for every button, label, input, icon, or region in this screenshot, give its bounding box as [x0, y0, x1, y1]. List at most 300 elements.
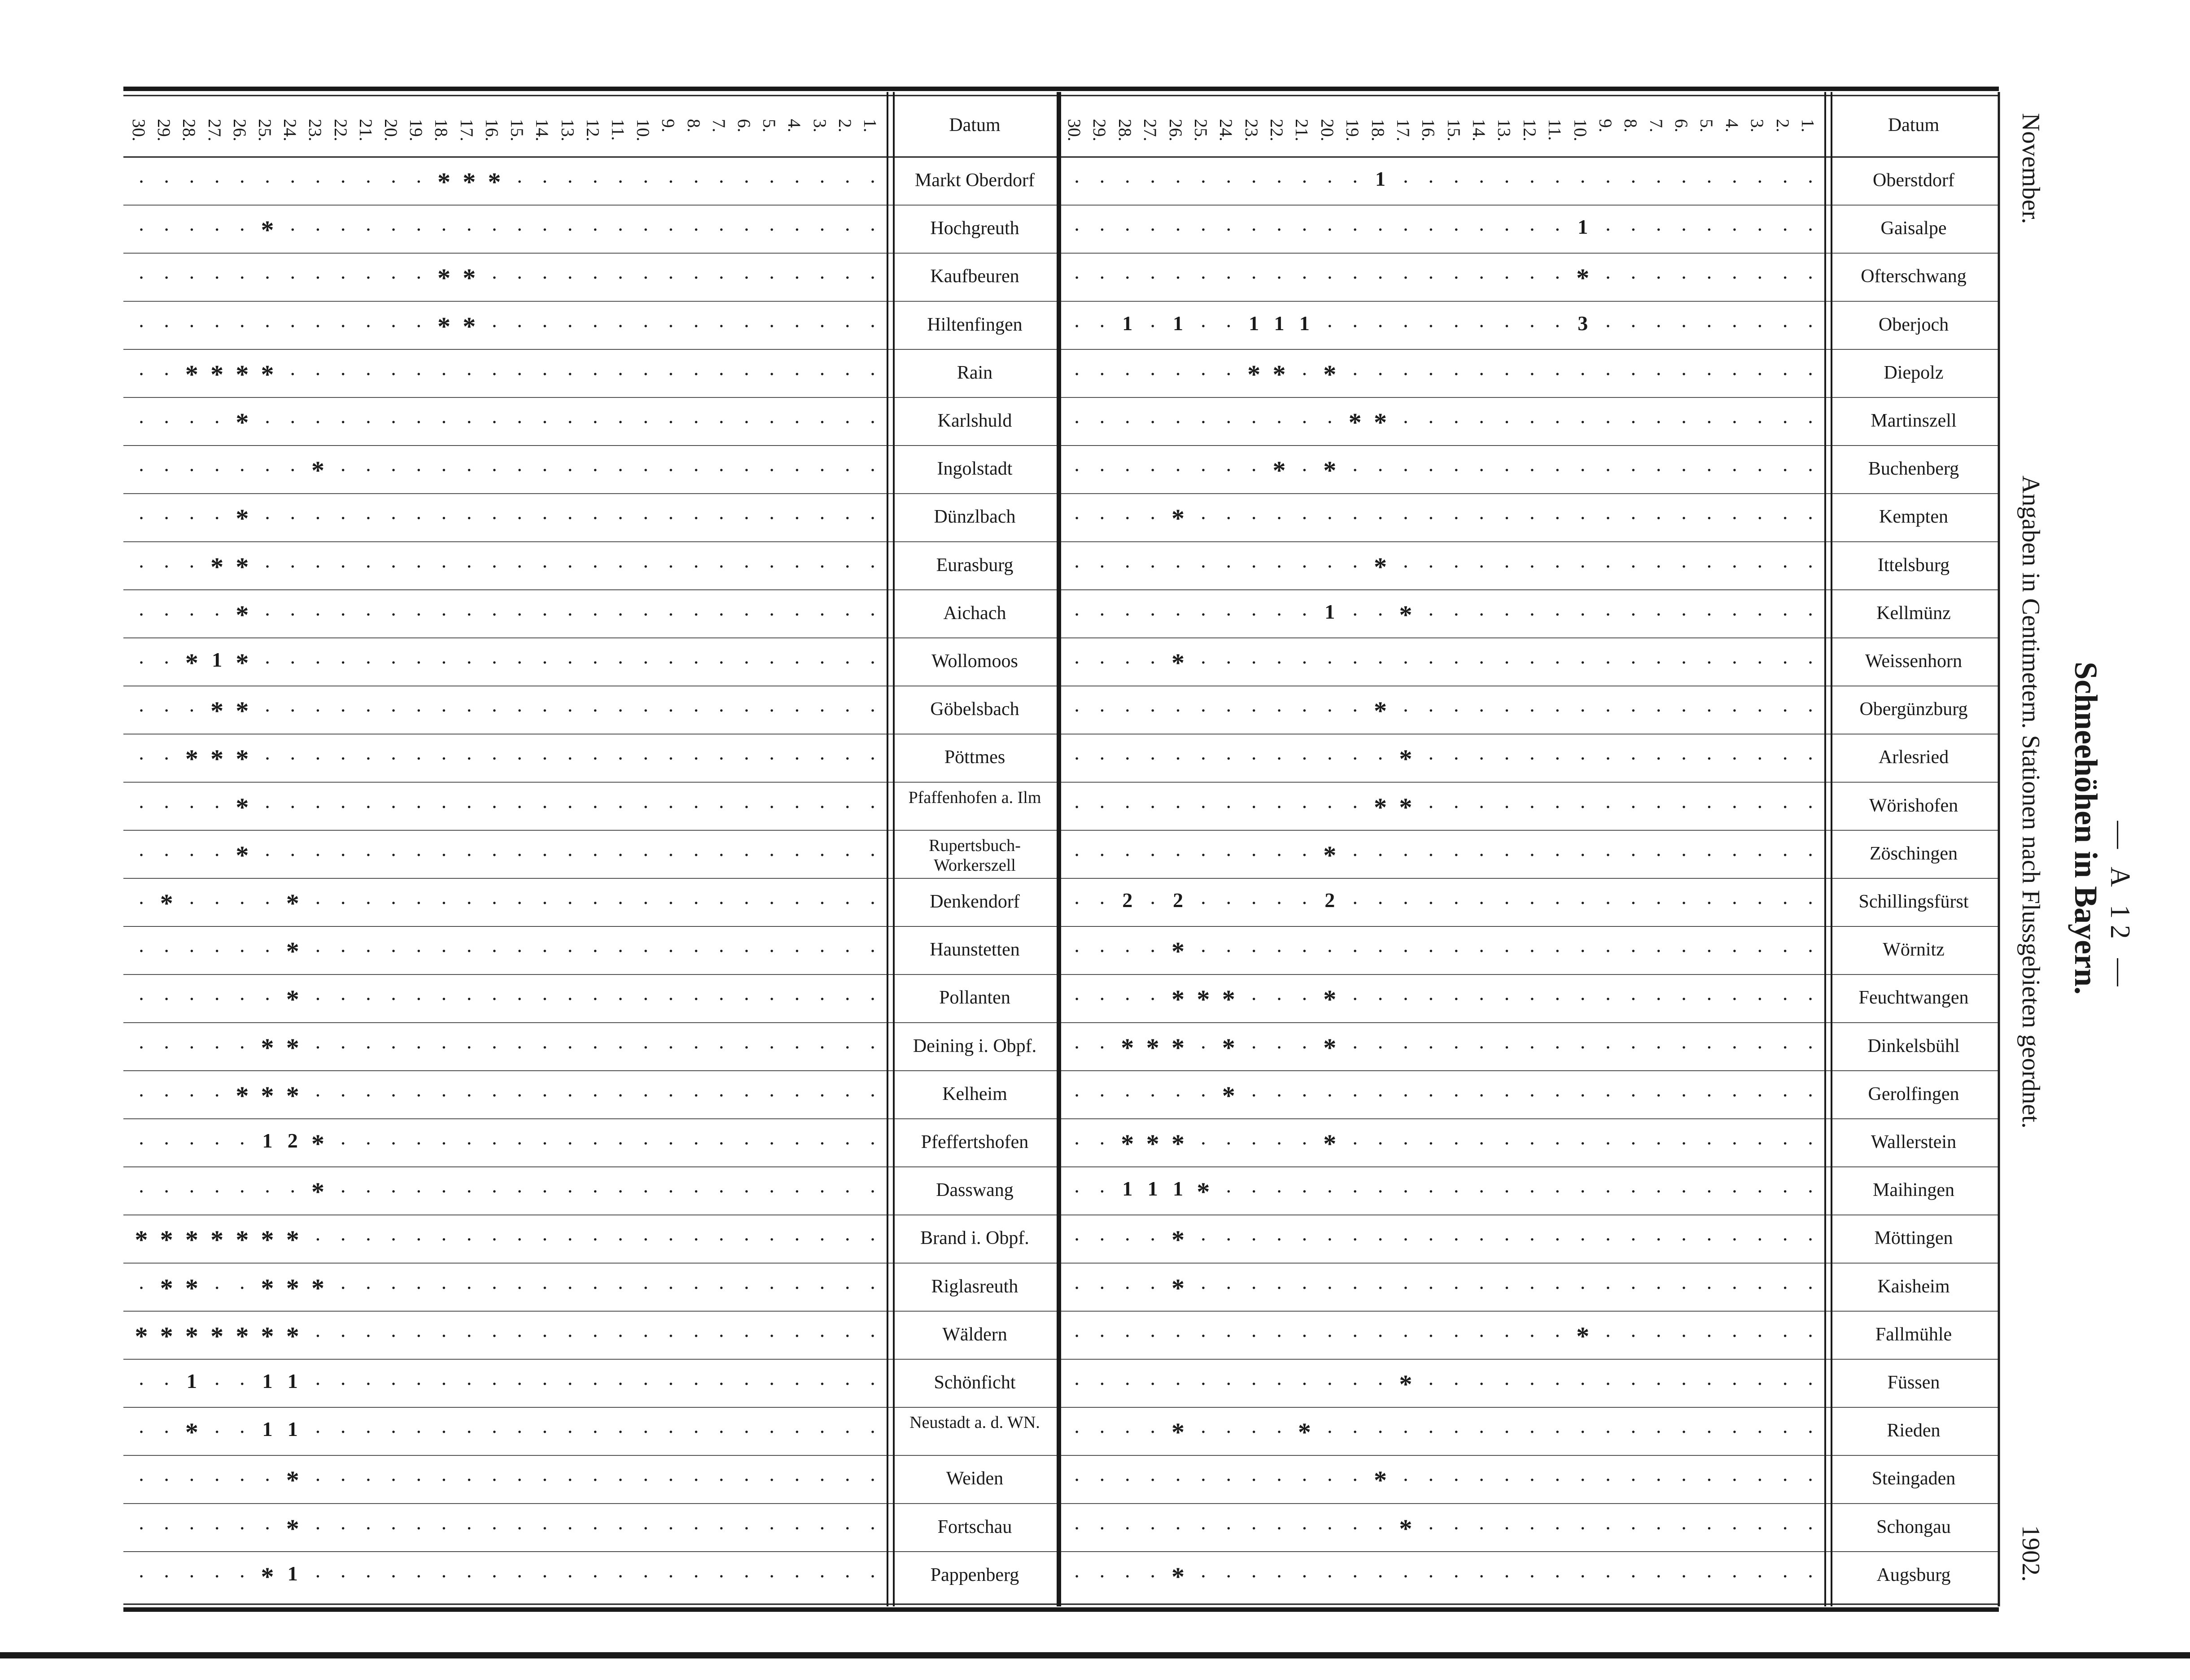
right-empty-dot: ·: [1554, 1228, 1561, 1251]
left-empty-dot: ·: [163, 747, 170, 770]
left-snow-value: *: [236, 744, 249, 774]
right-empty-dot: ·: [1453, 891, 1460, 914]
right-empty-dot: ·: [1174, 362, 1182, 385]
left-empty-dot: ·: [642, 1276, 649, 1299]
left-empty-dot: ·: [793, 266, 801, 289]
left-empty-dot: ·: [188, 1180, 196, 1203]
right-empty-dot: ·: [1225, 1516, 1232, 1540]
left-snow-value: *: [286, 1321, 299, 1351]
right-empty-dot: ·: [1705, 651, 1713, 674]
right-empty-dot: ·: [1503, 699, 1511, 722]
left-snow-value: *: [286, 937, 299, 966]
left-empty-dot: ·: [592, 458, 599, 482]
right-empty-dot: ·: [1630, 939, 1637, 963]
right-empty-dot: ·: [1756, 1372, 1763, 1395]
left-empty-dot: ·: [541, 651, 548, 674]
left-empty-dot: ·: [365, 1324, 372, 1347]
left-empty-dot: ·: [491, 843, 498, 866]
right-empty-dot: ·: [1326, 170, 1333, 193]
right-snow-value: 1: [1173, 1177, 1184, 1200]
left-station-name: Riglasreuth: [931, 1276, 1019, 1297]
right-empty-dot: ·: [1453, 602, 1460, 626]
right-empty-dot: ·: [1250, 651, 1258, 674]
left-empty-dot: ·: [617, 651, 624, 674]
left-empty-dot: ·: [718, 747, 725, 770]
right-station-name: Buchenberg: [1868, 458, 1959, 480]
right-empty-dot: ·: [1377, 747, 1384, 770]
right-empty-dot: ·: [1174, 1372, 1182, 1395]
left-empty-dot: ·: [566, 843, 574, 866]
left-empty-dot: ·: [718, 1372, 725, 1395]
right-empty-dot: ·: [1781, 602, 1789, 626]
page-title: Schneehöhen in Bayern.: [2068, 662, 2104, 995]
left-empty-dot: ·: [339, 1083, 347, 1107]
right-empty-dot: ·: [1554, 987, 1561, 1011]
left-empty-dot: ·: [138, 987, 145, 1011]
left-empty-dot: ·: [466, 987, 473, 1011]
left-empty-dot: ·: [617, 1420, 624, 1444]
right-empty-dot: ·: [1807, 554, 1814, 578]
left-empty-dot: ·: [793, 1083, 801, 1107]
left-empty-dot: ·: [642, 458, 649, 482]
left-empty-dot: ·: [566, 747, 574, 770]
right-empty-dot: ·: [1503, 602, 1511, 626]
left-snow-value: *: [210, 744, 224, 774]
left-station-name: Haunstetten: [930, 939, 1020, 960]
left-empty-dot: ·: [163, 1083, 170, 1107]
right-empty-dot: ·: [1705, 891, 1713, 914]
right-empty-dot: ·: [1807, 1420, 1814, 1444]
right-empty-dot: ·: [1200, 170, 1207, 193]
right-empty-dot: ·: [1276, 1083, 1283, 1107]
right-empty-dot: ·: [1326, 506, 1333, 530]
right-empty-dot: ·: [1680, 1420, 1687, 1444]
right-snow-value: 1: [1122, 311, 1133, 335]
right-empty-dot: ·: [1705, 1083, 1713, 1107]
right-empty-dot: ·: [1705, 1132, 1713, 1155]
left-empty-dot: ·: [642, 987, 649, 1011]
right-snow-value: *: [1348, 408, 1362, 437]
right-empty-dot: ·: [1655, 602, 1662, 626]
right-empty-dot: ·: [1225, 410, 1232, 433]
right-empty-dot: ·: [1149, 314, 1156, 337]
right-empty-dot: ·: [1427, 170, 1434, 193]
right-empty-dot: ·: [1731, 266, 1738, 289]
left-empty-dot: ·: [592, 1372, 599, 1395]
left-empty-dot: ·: [188, 266, 196, 289]
right-day-label: 24.: [1216, 119, 1237, 141]
left-empty-dot: ·: [692, 1035, 700, 1059]
left-empty-dot: ·: [466, 795, 473, 818]
right-empty-dot: ·: [1529, 1276, 1536, 1299]
right-empty-dot: ·: [1630, 1180, 1637, 1203]
left-empty-dot: ·: [667, 314, 674, 337]
right-empty-dot: ·: [1705, 747, 1713, 770]
left-empty-dot: ·: [793, 1035, 801, 1059]
right-empty-dot: ·: [1756, 1276, 1763, 1299]
left-empty-dot: ·: [390, 218, 397, 241]
left-day-label: 19.: [406, 119, 427, 141]
left-empty-dot: ·: [718, 602, 725, 626]
right-empty-dot: ·: [1250, 266, 1258, 289]
left-empty-dot: ·: [516, 1132, 523, 1155]
right-empty-dot: ·: [1225, 891, 1232, 914]
left-empty-dot: ·: [264, 506, 271, 530]
left-empty-dot: ·: [718, 987, 725, 1011]
left-empty-dot: ·: [768, 1564, 775, 1588]
left-station-name: Deining i. Obpf.: [913, 1035, 1037, 1056]
right-empty-dot: ·: [1427, 314, 1434, 337]
right-empty-dot: ·: [1250, 843, 1258, 866]
right-empty-dot: ·: [1705, 1276, 1713, 1299]
left-empty-dot: ·: [541, 218, 548, 241]
right-empty-dot: ·: [1554, 699, 1561, 722]
left-empty-dot: ·: [365, 1035, 372, 1059]
left-empty-dot: ·: [415, 651, 422, 674]
right-empty-dot: ·: [1453, 1372, 1460, 1395]
right-empty-dot: ·: [1705, 1564, 1713, 1588]
right-snow-value: *: [1323, 1129, 1337, 1158]
right-empty-dot: ·: [1250, 1516, 1258, 1540]
left-empty-dot: ·: [566, 170, 574, 193]
left-empty-dot: ·: [516, 1180, 523, 1203]
right-empty-dot: ·: [1200, 602, 1207, 626]
right-empty-dot: ·: [1781, 554, 1789, 578]
left-station-name: Kelheim: [942, 1083, 1007, 1104]
left-empty-dot: ·: [793, 1180, 801, 1203]
left-empty-dot: ·: [289, 795, 296, 818]
left-empty-dot: ·: [692, 1324, 700, 1347]
left-empty-dot: ·: [466, 1132, 473, 1155]
left-empty-dot: ·: [667, 602, 674, 626]
left-snow-value: *: [160, 889, 173, 918]
right-empty-dot: ·: [1200, 699, 1207, 722]
left-empty-dot: ·: [188, 843, 196, 866]
left-empty-dot: ·: [516, 1564, 523, 1588]
left-station-name: Göbelsbach: [930, 699, 1019, 720]
left-empty-dot: ·: [163, 602, 170, 626]
left-empty-dot: ·: [617, 554, 624, 578]
right-empty-dot: ·: [1731, 1564, 1738, 1588]
right-empty-dot: ·: [1250, 1468, 1258, 1492]
left-empty-dot: ·: [440, 651, 448, 674]
right-empty-dot: ·: [1705, 602, 1713, 626]
right-empty-dot: ·: [1756, 1468, 1763, 1492]
left-empty-dot: ·: [692, 939, 700, 963]
right-empty-dot: ·: [1276, 506, 1283, 530]
left-empty-dot: ·: [264, 1516, 271, 1540]
left-empty-dot: ·: [793, 1228, 801, 1251]
right-empty-dot: ·: [1149, 1564, 1156, 1588]
right-snow-value: *: [1171, 1225, 1185, 1255]
left-empty-dot: ·: [390, 1324, 397, 1347]
right-empty-dot: ·: [1250, 1035, 1258, 1059]
right-empty-dot: ·: [1124, 1276, 1131, 1299]
month-label: November.: [2017, 113, 2045, 224]
left-empty-dot: ·: [516, 170, 523, 193]
left-empty-dot: ·: [163, 699, 170, 722]
left-empty-dot: ·: [869, 1180, 876, 1203]
left-empty-dot: ·: [869, 1516, 876, 1540]
right-empty-dot: ·: [1073, 987, 1080, 1011]
left-empty-dot: ·: [692, 747, 700, 770]
right-empty-dot: ·: [1174, 1083, 1182, 1107]
right-empty-dot: ·: [1705, 699, 1713, 722]
right-empty-dot: ·: [1149, 170, 1156, 193]
left-empty-dot: ·: [692, 843, 700, 866]
right-empty-dot: ·: [1200, 1420, 1207, 1444]
left-empty-dot: ·: [516, 651, 523, 674]
left-empty-dot: ·: [844, 602, 851, 626]
right-empty-dot: ·: [1073, 1083, 1080, 1107]
right-empty-dot: ·: [1655, 1132, 1662, 1155]
right-empty-dot: ·: [1478, 843, 1485, 866]
left-empty-dot: ·: [440, 554, 448, 578]
left-empty-dot: ·: [163, 554, 170, 578]
left-empty-dot: ·: [466, 939, 473, 963]
left-empty-dot: ·: [844, 1180, 851, 1203]
right-empty-dot: ·: [1554, 602, 1561, 626]
right-empty-dot: ·: [1503, 458, 1511, 482]
left-empty-dot: ·: [566, 987, 574, 1011]
right-empty-dot: ·: [1250, 1420, 1258, 1444]
left-empty-dot: ·: [617, 266, 624, 289]
right-empty-dot: ·: [1453, 987, 1460, 1011]
right-empty-dot: ·: [1478, 266, 1485, 289]
right-empty-dot: ·: [1149, 1083, 1156, 1107]
right-empty-dot: ·: [1554, 651, 1561, 674]
left-empty-dot: ·: [869, 747, 876, 770]
right-empty-dot: ·: [1326, 699, 1333, 722]
right-empty-dot: ·: [1630, 843, 1637, 866]
right-empty-dot: ·: [1225, 1132, 1232, 1155]
left-empty-dot: ·: [440, 1276, 448, 1299]
left-empty-dot: ·: [415, 1276, 422, 1299]
right-empty-dot: ·: [1756, 266, 1763, 289]
left-empty-dot: ·: [390, 1420, 397, 1444]
left-empty-dot: ·: [491, 699, 498, 722]
left-empty-dot: ·: [768, 554, 775, 578]
right-empty-dot: ·: [1225, 1468, 1232, 1492]
left-empty-dot: ·: [138, 554, 145, 578]
right-empty-dot: ·: [1250, 410, 1258, 433]
left-empty-dot: ·: [213, 266, 221, 289]
left-empty-dot: ·: [516, 1035, 523, 1059]
right-empty-dot: ·: [1630, 410, 1637, 433]
right-empty-dot: ·: [1098, 410, 1106, 433]
right-station-name: Schillingsfürst: [1858, 891, 1969, 912]
right-empty-dot: ·: [1453, 651, 1460, 674]
left-empty-dot: ·: [138, 699, 145, 722]
left-empty-dot: ·: [793, 1324, 801, 1347]
left-empty-dot: ·: [239, 987, 246, 1011]
right-empty-dot: ·: [1351, 1516, 1359, 1540]
right-empty-dot: ·: [1402, 891, 1409, 914]
left-snow-value: *: [311, 1129, 324, 1158]
right-empty-dot: ·: [1731, 699, 1738, 722]
right-empty-dot: ·: [1402, 939, 1409, 963]
right-empty-dot: ·: [1225, 266, 1232, 289]
left-empty-dot: ·: [718, 218, 725, 241]
right-empty-dot: ·: [1705, 554, 1713, 578]
left-empty-dot: ·: [667, 1516, 674, 1540]
left-empty-dot: ·: [188, 458, 196, 482]
right-empty-dot: ·: [1503, 362, 1511, 385]
right-empty-dot: ·: [1503, 1372, 1511, 1395]
right-empty-dot: ·: [1225, 1276, 1232, 1299]
left-empty-dot: ·: [314, 651, 322, 674]
left-empty-dot: ·: [339, 362, 347, 385]
left-empty-dot: ·: [844, 314, 851, 337]
right-empty-dot: ·: [1301, 1468, 1308, 1492]
left-empty-dot: ·: [339, 843, 347, 866]
left-empty-dot: ·: [642, 1035, 649, 1059]
right-empty-dot: ·: [1402, 1083, 1409, 1107]
left-empty-dot: ·: [617, 362, 624, 385]
left-empty-dot: ·: [642, 1372, 649, 1395]
right-empty-dot: ·: [1756, 314, 1763, 337]
left-snow-value: *: [286, 1273, 299, 1303]
left-empty-dot: ·: [592, 1132, 599, 1155]
left-empty-dot: ·: [692, 1180, 700, 1203]
right-snow-value: *: [1222, 985, 1235, 1014]
right-station-name: Obergünzburg: [1859, 699, 1968, 720]
right-empty-dot: ·: [1756, 1324, 1763, 1347]
left-empty-dot: ·: [466, 602, 473, 626]
right-empty-dot: ·: [1554, 1132, 1561, 1155]
right-empty-dot: ·: [1604, 218, 1612, 241]
right-empty-dot: ·: [1705, 1324, 1713, 1347]
left-empty-dot: ·: [163, 506, 170, 530]
left-empty-dot: ·: [844, 1372, 851, 1395]
right-empty-dot: ·: [1326, 1276, 1333, 1299]
left-empty-dot: ·: [743, 891, 750, 914]
right-empty-dot: ·: [1427, 699, 1434, 722]
left-empty-dot: ·: [390, 1083, 397, 1107]
right-day-label: 22.: [1267, 119, 1287, 141]
left-empty-dot: ·: [642, 362, 649, 385]
right-empty-dot: ·: [1326, 1324, 1333, 1347]
right-empty-dot: ·: [1478, 1228, 1485, 1251]
left-empty-dot: ·: [818, 699, 826, 722]
left-empty-dot: ·: [440, 987, 448, 1011]
left-empty-dot: ·: [491, 891, 498, 914]
left-empty-dot: ·: [390, 1035, 397, 1059]
left-empty-dot: ·: [642, 795, 649, 818]
left-empty-dot: ·: [617, 891, 624, 914]
left-empty-dot: ·: [138, 891, 145, 914]
left-empty-dot: ·: [466, 1083, 473, 1107]
right-empty-dot: ·: [1351, 1324, 1359, 1347]
left-empty-dot: ·: [592, 1516, 599, 1540]
right-empty-dot: ·: [1351, 218, 1359, 241]
right-empty-dot: ·: [1453, 1516, 1460, 1540]
left-empty-dot: ·: [718, 939, 725, 963]
right-empty-dot: ·: [1478, 458, 1485, 482]
right-station-name: Wörnitz: [1883, 939, 1945, 960]
left-empty-dot: ·: [566, 218, 574, 241]
right-empty-dot: ·: [1604, 891, 1612, 914]
left-empty-dot: ·: [541, 314, 548, 337]
left-empty-dot: ·: [617, 506, 624, 530]
left-empty-dot: ·: [491, 1420, 498, 1444]
left-empty-dot: ·: [188, 506, 196, 530]
right-empty-dot: ·: [1630, 1132, 1637, 1155]
right-snow-value: *: [1197, 985, 1210, 1014]
left-empty-dot: ·: [314, 362, 322, 385]
left-empty-dot: ·: [491, 1372, 498, 1395]
left-empty-dot: ·: [692, 987, 700, 1011]
left-empty-dot: ·: [365, 1372, 372, 1395]
left-empty-dot: ·: [743, 1276, 750, 1299]
right-empty-dot: ·: [1402, 266, 1409, 289]
right-snow-value: 1: [1173, 311, 1184, 335]
right-empty-dot: ·: [1503, 1468, 1511, 1492]
right-empty-dot: ·: [1073, 1324, 1080, 1347]
left-empty-dot: ·: [844, 1324, 851, 1347]
left-empty-dot: ·: [667, 1372, 674, 1395]
right-empty-dot: ·: [1402, 458, 1409, 482]
right-empty-dot: ·: [1781, 1180, 1789, 1203]
left-empty-dot: ·: [768, 1132, 775, 1155]
left-empty-dot: ·: [718, 891, 725, 914]
right-empty-dot: ·: [1478, 1035, 1485, 1059]
left-snow-value: *: [488, 167, 501, 196]
right-empty-dot: ·: [1630, 699, 1637, 722]
left-empty-dot: ·: [592, 1035, 599, 1059]
left-empty-dot: ·: [692, 1420, 700, 1444]
left-empty-dot: ·: [844, 1035, 851, 1059]
right-empty-dot: ·: [1503, 506, 1511, 530]
right-empty-dot: ·: [1301, 506, 1308, 530]
right-snow-value: 1: [1324, 600, 1335, 623]
right-empty-dot: ·: [1554, 314, 1561, 337]
right-empty-dot: ·: [1351, 1372, 1359, 1395]
right-empty-dot: ·: [1731, 458, 1738, 482]
right-empty-dot: ·: [1149, 939, 1156, 963]
right-empty-dot: ·: [1276, 410, 1283, 433]
left-empty-dot: ·: [566, 699, 574, 722]
left-snow-value: *: [236, 1321, 249, 1351]
right-empty-dot: ·: [1174, 218, 1182, 241]
left-empty-dot: ·: [440, 1132, 448, 1155]
left-empty-dot: ·: [415, 506, 422, 530]
left-empty-dot: ·: [466, 410, 473, 433]
right-empty-dot: ·: [1731, 843, 1738, 866]
left-empty-dot: ·: [516, 1468, 523, 1492]
left-empty-dot: ·: [818, 1564, 826, 1588]
left-empty-dot: ·: [869, 1132, 876, 1155]
left-empty-dot: ·: [339, 1132, 347, 1155]
left-empty-dot: ·: [768, 170, 775, 193]
right-empty-dot: ·: [1529, 1420, 1536, 1444]
right-empty-dot: ·: [1453, 506, 1460, 530]
left-empty-dot: ·: [163, 987, 170, 1011]
left-empty-dot: ·: [138, 1516, 145, 1540]
right-empty-dot: ·: [1427, 554, 1434, 578]
right-empty-dot: ·: [1276, 1564, 1283, 1588]
right-empty-dot: ·: [1200, 458, 1207, 482]
left-empty-dot: ·: [617, 218, 624, 241]
right-empty-dot: ·: [1098, 602, 1106, 626]
left-empty-dot: ·: [718, 410, 725, 433]
left-empty-dot: ·: [743, 939, 750, 963]
right-empty-dot: ·: [1098, 1180, 1106, 1203]
right-empty-dot: ·: [1478, 410, 1485, 433]
right-empty-dot: ·: [1604, 1276, 1612, 1299]
right-empty-dot: ·: [1250, 987, 1258, 1011]
left-empty-dot: ·: [592, 1564, 599, 1588]
